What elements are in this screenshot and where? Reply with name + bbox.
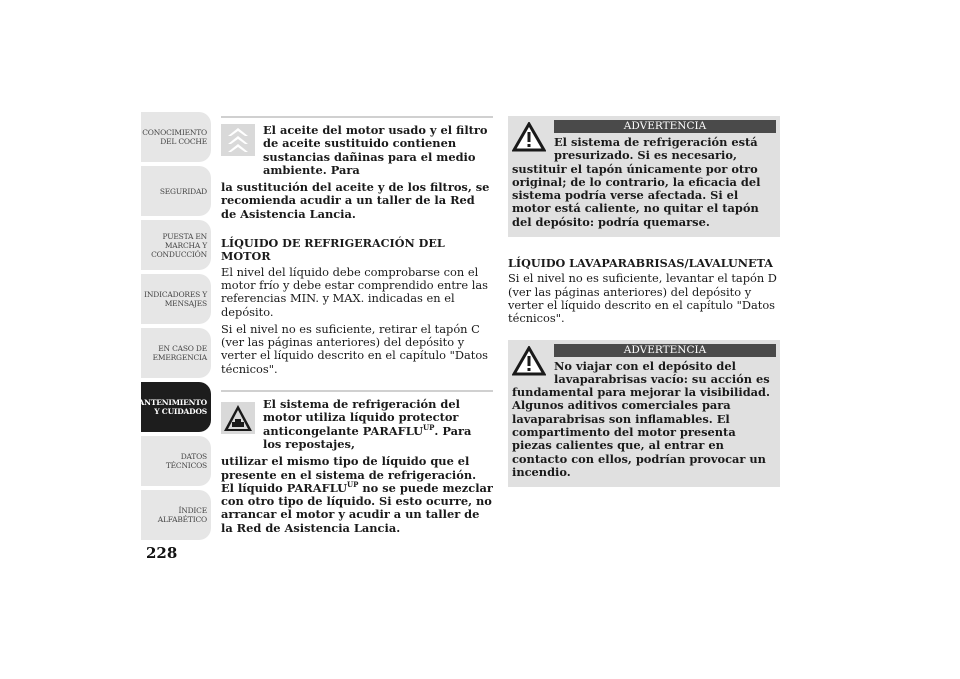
antifreeze-note-head: El sistema de refrigeración del motor utiliza líquido protector anticongelante $PARAFLU^{UP}$. Para los repostajes, [263,397,472,451]
tab-emergencia[interactable]: EN CASO DE EMERGENCIA [141,328,211,378]
tab-indice[interactable]: ÍNDICE ALFABÉTICO [141,490,211,540]
warning-text: El sistema de refrigeración está presurizado. Si es necesario, sustituir el tapón únicamente por otro original; de lo contrario, la eficacia del sistema podría verse afectada. Si el motor está caliente, no quitar el tapón del depósito: podría quemarse. [512,135,761,229]
tab-puesta-en-marcha[interactable]: PUESTA EN MARCHA Y CONDUCCIÓN [141,220,211,270]
divider [221,116,493,118]
coolant-heading: LÍQUIDO DE REFRIGERACIÓN DEL MOTOR [221,236,445,264]
tab-indicadores[interactable]: INDICADORES Y MENSAJES [141,274,211,324]
warning-body [512,360,776,480]
warning-text: No viajar con el depósito del lavaparabrisas vacío: su acción es fundamental para mejorar la visibilidad. Algunos aditivos comerciales para lavaparabrisas son inflamables. El compartimento del motor presenta piezas calientes que, al entrar en contacto con ellos, podrían provocar un incendio. [512,358,770,479]
antifreeze-note-tail: utilizar el mismo tipo de líquido que el presente en el sistema de refrigeración. El líquido $PARAFLU^{UP}$ no se puede mezclar con otro tipo de líquido. Si esto ocurre, no arrancar el motor y acudir a un taller de la Red de Asistencia Lancia. [221,454,493,535]
right-column [508,116,780,497]
environment-note-head: El aceite del motor usado y el filtro de aceite sustituido contienen sustancias dañinas para el medio ambiente. Para [263,123,488,177]
warning-triangle-icon [512,346,546,376]
environment-icon [221,124,255,156]
washer-paragraph: Si el nivel no es suficiente, levantar el tapón D (ver las páginas anteriores) del depósito y verter el líquido descrito en el capítulo "Datos técnicos". [508,271,777,326]
antifreeze-note [221,398,493,451]
left-column [221,116,493,535]
divider [221,390,493,392]
tab-datos-tecnicos[interactable]: DATOS TÉCNICOS [141,436,211,486]
warning-body [512,136,776,229]
coolant-paragraph-2: Si el nivel no es suficiente, retirar el tapón C (ver las páginas anteriores) del depósito y verter el líquido descrito en el capítulo "Datos técnicos". [221,321,489,376]
environment-note [221,124,493,177]
warning-box-washer [508,340,780,488]
coolant-paragraph-1: El nivel del líquido debe comprobarse con el motor frío y debe estar comprendido entre las referencias MIN. y MAX. indicadas en el depósito. [221,264,489,319]
warning-title: ADVERTENCIA [554,120,776,133]
washer-heading: LÍQUIDO LAVAPARABRISAS/LAVALUNETA [508,256,773,271]
tab-conocimiento[interactable]: CONOCIMIENTO DEL COCHE [141,112,211,162]
warning-box-pressure [508,116,780,237]
environment-note-tail: la sustitución del aceite y de los filtros, se recomienda acudir a un taller de la Red de Asistencia Lancia. [221,180,490,221]
warning-title: ADVERTENCIA [554,344,776,357]
caution-engine-icon [221,402,255,434]
chapter-tabs [130,112,211,544]
tab-seguridad[interactable]: SEGURIDAD [141,166,211,216]
warning-triangle-icon [512,122,546,152]
tab-mantenimiento[interactable]: MANTENIMIENTO Y CUIDADOS [141,382,211,432]
page-number: 228 [146,544,178,562]
